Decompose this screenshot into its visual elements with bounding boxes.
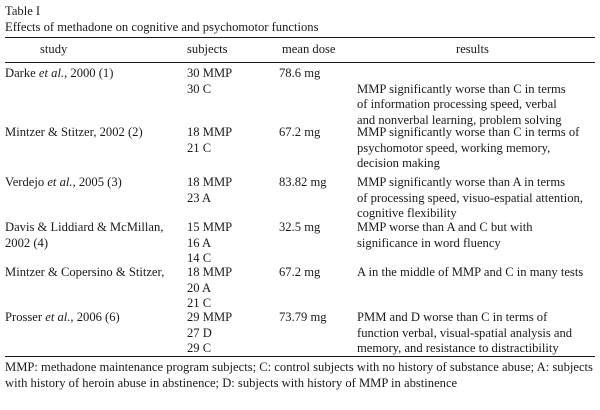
results-cell-line: MMP significantly worse than A in terms: [357, 175, 566, 189]
study-cell-line: Prosser et al., 2006 (6): [5, 310, 120, 324]
results-cell-line: of processing speed, visuo-espatial attention,: [357, 190, 583, 205]
subjects-cell-line: 21 C: [187, 140, 212, 155]
results-cell: [357, 220, 595, 251]
results-cell-line: psychomotor speed, working memory,: [357, 140, 551, 155]
results-cell-line: and nonverbal learning, problem solving: [357, 112, 562, 127]
subjects-cell-line: 29 C: [187, 341, 212, 355]
results-cell-line: function verbal, visual-spatial analysis and: [357, 325, 573, 340]
subjects-cell-line: 15 MMP: [187, 220, 233, 234]
subjects-cell-line: 14 C: [187, 251, 212, 265]
results-cell: [357, 310, 595, 357]
header-rule: [5, 62, 595, 63]
top-rule: [5, 37, 595, 38]
results-cell-line: PMM and D worse than C in terms of: [357, 310, 548, 324]
subjects-cell: [187, 125, 277, 156]
study-cell-line: Mintzer & Copersino & Stitzer,: [5, 265, 165, 279]
study-cell-line: Davis & Liddiard & McMillan,: [5, 220, 164, 234]
header-subjects: subjects: [187, 42, 228, 56]
subjects-cell: [187, 265, 277, 312]
header-results: results: [456, 42, 489, 56]
study-cell-line: Verdejo et al., 2005 (3): [5, 175, 122, 189]
dose-cell-line: 83.82 mg: [279, 175, 327, 189]
study-cell: [5, 310, 185, 326]
study-cell: [5, 175, 185, 191]
results-cell-line: significance in word fluency: [357, 235, 501, 250]
results-cell-line: memory, and resistance to distractibility: [357, 341, 559, 355]
subjects-cell-line: 30 C: [187, 81, 212, 96]
subjects-cell-line: 20 A: [187, 280, 212, 295]
bottom-rule: [5, 356, 595, 357]
results-cell-line: decision making: [357, 156, 440, 170]
subjects-cell: [187, 66, 277, 97]
results-cell: [357, 66, 595, 128]
results-cell: [357, 125, 595, 172]
subjects-cell: [187, 310, 277, 357]
dose-cell-line: 78.6 mg: [279, 66, 321, 80]
results-cell-line: [357, 66, 595, 82]
study-cell-line: Darke et al., 2000 (1): [5, 66, 114, 80]
table-label: Table I: [5, 4, 41, 18]
subjects-cell-line: 30 MMP: [187, 66, 233, 80]
header-study: study: [40, 42, 68, 56]
table-footnote: MMP: methadone maintenance program subjects; C: control subjects with no history of substance abuse; A: subjects with history of heroin abuse in abstinence; D: subjects with history of MMP in abstinence: [5, 360, 593, 390]
subjects-cell-line: 16 A: [187, 235, 212, 250]
table-title: Effects of methadone on cognitive and psychomotor functions: [5, 19, 319, 34]
results-cell-line: MMP significantly worse than C in terms of: [357, 125, 580, 139]
dose-cell-line: 67.2 mg: [279, 265, 321, 279]
subjects-cell: [187, 175, 277, 206]
dose-cell-line: 32.5 mg: [279, 220, 321, 234]
subjects-cell-line: 18 MMP: [187, 265, 233, 279]
study-cell-line: 2002 (4): [5, 235, 49, 250]
dose-cell: [279, 265, 357, 281]
dose-cell-line: 67.2 mg: [279, 125, 321, 139]
subjects-cell: [187, 220, 277, 267]
dose-cell: [279, 175, 357, 191]
results-cell: [357, 265, 595, 281]
study-cell: [5, 125, 185, 141]
study-cell: [5, 265, 185, 281]
study-cell: [5, 220, 185, 251]
dose-cell: [279, 125, 357, 141]
dose-cell: [279, 220, 357, 236]
table-caption: [5, 4, 319, 35]
dose-cell-line: 73.79 mg: [279, 310, 327, 324]
subjects-cell-line: 29 MMP: [187, 310, 233, 324]
results-cell-line: of information processing speed, verbal: [357, 97, 557, 111]
results-cell-line: MMP significantly worse than C in terms: [357, 81, 566, 96]
subjects-cell-line: 18 MMP: [187, 175, 233, 189]
dose-cell: [279, 66, 357, 82]
subjects-cell-line: 23 A: [187, 190, 212, 205]
subjects-cell-line: 21 C: [187, 296, 212, 310]
study-cell: [5, 66, 185, 82]
subjects-cell-line: 27 D: [187, 325, 212, 340]
study-cell-line: Mintzer & Stitzer, 2002 (2): [5, 125, 143, 139]
results-cell-line: MMP worse than A and C but with: [357, 220, 533, 234]
dose-cell: [279, 310, 357, 326]
results-cell: [357, 175, 595, 222]
header-mean-dose: mean dose: [282, 42, 336, 56]
subjects-cell-line: 18 MMP: [187, 125, 233, 139]
results-cell-line: cognitive flexibility: [357, 206, 457, 220]
results-cell-line: A in the middle of MMP and C in many tests: [357, 265, 584, 279]
